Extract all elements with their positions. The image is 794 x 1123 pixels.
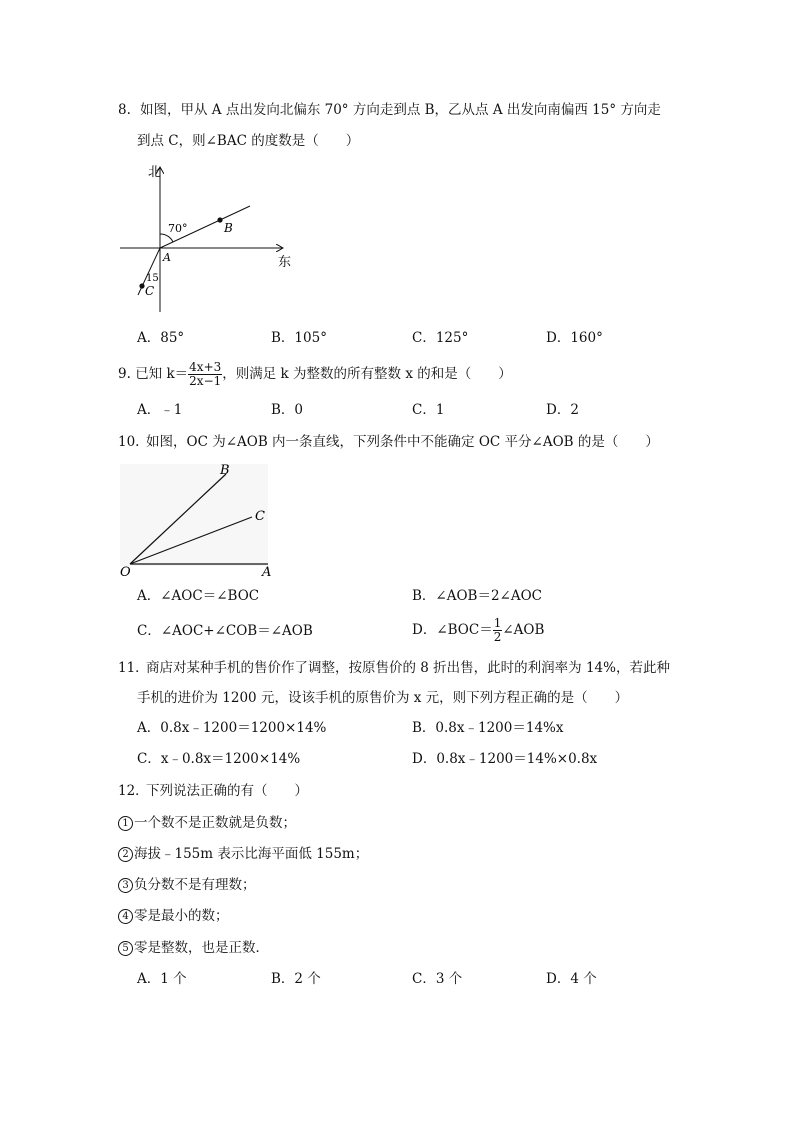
q12-item-2 xyxy=(118,847,368,862)
point-b xyxy=(217,217,222,222)
q10-number: 10. xyxy=(118,434,140,450)
q10-figure-bg xyxy=(120,464,268,566)
label-c: C xyxy=(145,284,155,298)
q12-option-c: C．3 个 xyxy=(412,971,463,987)
q12-item-3-text: 负分数不是有理数； xyxy=(134,877,256,893)
q8-option-c: C．125° xyxy=(412,330,469,346)
east-label: 东 xyxy=(278,255,292,270)
q12-item-2-text: 海拔﹣155m 表示比海平面低 155m； xyxy=(134,846,369,862)
q10-option-d-num: 1 xyxy=(493,616,502,631)
q11-option-c: C．x﹣0.8x＝1200×14% xyxy=(137,751,301,767)
q10-option-d-fraction xyxy=(493,617,503,643)
q12-number: 12． xyxy=(118,783,149,799)
q8-figure xyxy=(110,160,310,320)
angle-15-label: 15 xyxy=(146,273,159,284)
q8-option-b: B．105° xyxy=(271,330,327,346)
q12-option-d: D．4 个 xyxy=(546,971,597,987)
label-b: B xyxy=(224,221,233,235)
q9-line xyxy=(118,356,512,392)
north-label: 北 xyxy=(148,165,162,180)
q12-item-1-mark: 1 xyxy=(118,816,133,831)
q9-fraction xyxy=(188,361,222,387)
q9-option-a: A．﹣1 xyxy=(137,402,183,418)
label-o: O xyxy=(120,565,131,580)
q12-item-1 xyxy=(118,816,296,831)
q12-item-3-mark: 3 xyxy=(118,878,133,893)
q9-frac-den: 2x−1 xyxy=(189,374,222,388)
q12-item-1-text: 一个数不是正数就是负数； xyxy=(134,815,296,831)
q9-frac-num: 4x+3 xyxy=(189,360,222,375)
q9-number: 9. xyxy=(118,366,131,382)
q10-option-d-suffix: ∠AOB xyxy=(502,622,545,638)
q8-text-line2: 到点 C，则∠BAC 的度数是（ ） xyxy=(137,133,360,149)
q10-option-d xyxy=(412,612,544,648)
q8-option-a: A．85° xyxy=(137,330,185,346)
q8-option-d: D．160° xyxy=(546,330,603,346)
label-b: B xyxy=(220,463,230,478)
q8-text-line1: 如图，甲从 A 点出发向北偏东 70° 方向走到点 B，乙从点 A 出发向南偏西 15° 方向走 xyxy=(140,102,661,118)
q10-option-d-den: 2 xyxy=(493,630,502,644)
q12-option-a: A．1 个 xyxy=(137,971,187,987)
q12-item-4-text: 零是最小的数； xyxy=(134,908,229,924)
q12-item-3 xyxy=(118,878,256,893)
point-c xyxy=(139,283,144,288)
q9-option-c: C．1 xyxy=(412,402,445,418)
q9-prefix: 已知 k＝ xyxy=(135,366,189,382)
q10-option-b: B．∠AOB＝2∠AOC xyxy=(412,588,543,604)
q12-item-5-text: 零是整数，也是正数． xyxy=(134,940,269,956)
q12-option-b: B．2 个 xyxy=(271,971,321,987)
q10-option-a: A．∠AOC＝∠BOC xyxy=(137,588,260,604)
label-a: A xyxy=(262,565,272,580)
q11-option-b: B．0.8x﹣1200＝14%x xyxy=(412,720,564,736)
label-c: C xyxy=(255,509,265,524)
q12-item-4-mark: 4 xyxy=(118,909,133,924)
angle-70-label: 70° xyxy=(168,222,188,235)
q10-option-c: C．∠AOC+∠COB＝∠AOB xyxy=(137,623,313,639)
q12-item-2-mark: 2 xyxy=(118,847,133,862)
q9-option-d: D．2 xyxy=(546,402,579,418)
q11-number: 11． xyxy=(118,660,149,676)
q12-item-5 xyxy=(118,941,269,956)
q9-suffix: ，则满足 k 为整数的所有整数 x 的和是（ ） xyxy=(222,366,512,382)
angle-arc-70 xyxy=(160,234,173,242)
q12-item-5-mark: 5 xyxy=(118,941,133,956)
q8-number: 8. xyxy=(118,102,131,118)
q12-text: 下列说法正确的有（ ） xyxy=(146,783,308,799)
q11-option-a: A．0.8x﹣1200＝1200×14% xyxy=(137,720,327,736)
q10-figure xyxy=(116,460,281,582)
q11-text-line2: 手机的进价为 1200 元，设该手机的原售价为 x 元，则下列方程正确的是（ ） xyxy=(137,690,629,706)
q10-text: 如图，OC 为∠AOB 内一条直线，下列条件中不能确定 OC 平分∠AOB 的是（ ） xyxy=(146,434,659,450)
label-a: A xyxy=(163,251,171,264)
q11-text-line1: 商店对某种手机的售价作了调整，按原售价的 8 折出售，此时的利润率为 14%，若此种 xyxy=(146,660,670,676)
q9-option-b: B．0 xyxy=(271,402,304,418)
q10-option-d-prefix: D．∠BOC＝ xyxy=(412,622,493,638)
q11-option-d: D．0.8x﹣1200＝14%×0.8x xyxy=(412,751,598,767)
q12-item-4 xyxy=(118,909,229,924)
